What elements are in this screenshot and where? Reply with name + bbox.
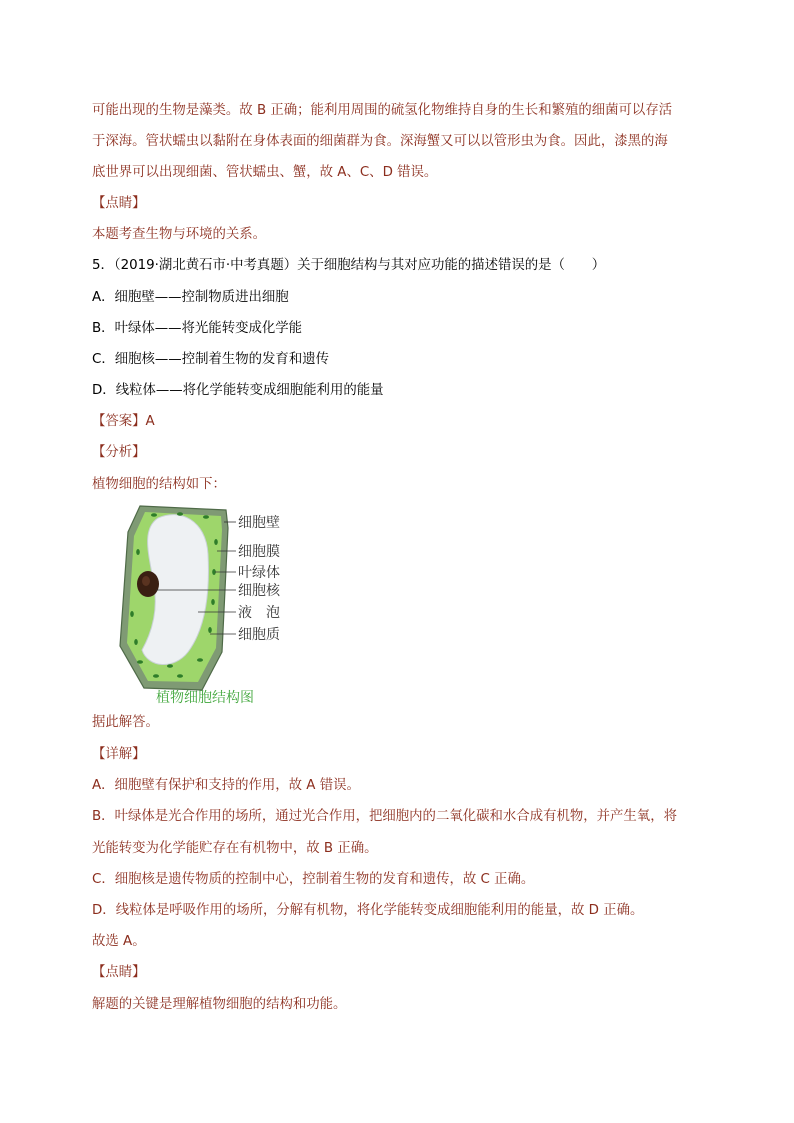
prev-answer-line-2: 于深海。管状蠕虫以黏附在身体表面的细菌群为食。深海蟹又可以以管形虫为食。因此，漆黑的海 [92,134,668,149]
label-nucleus: 细胞核 [238,583,280,599]
analysis-heading: 【分析】 [92,445,146,460]
point-text: 解题的关键是理解植物细胞的结构和功能。 [92,997,347,1012]
conclusion: 故选 A。 [92,934,146,949]
prev-answer-line-1: 可能出现的生物是藻类。故 B 正确；能利用周围的硫氢化物维持自身的生长和繁殖的细菌可以存活 [92,103,673,118]
detail-heading: 【详解】 [92,747,146,762]
option-c: C．细胞核——控制着生物的发育和遗传 [92,352,329,367]
detail-line-d: D．线粒体是呼吸作用的场所，分解有机物，将化学能转变成细胞能利用的能量，故 D 正确。 [92,903,644,918]
label-vacuole: 液 泡 [238,605,280,621]
option-d: D．线粒体——将化学能转变成细胞能利用的能量 [92,383,384,398]
label-cell-membrane: 细胞膜 [238,544,280,560]
point-heading: 【点睛】 [92,965,146,980]
prev-answer-line-3: 底世界可以出现细菌、管状蠕虫、蟹，故 A、C、D 错误。 [92,165,438,180]
detail-line-c: C．细胞核是遗传物质的控制中心，控制着生物的发育和遗传，故 C 正确。 [92,872,535,887]
detail-line-b2: 光能转变为化学能贮存在有机物中，故 B 正确。 [92,841,378,856]
prev-point-heading: 【点睛】 [92,196,146,211]
question-stem: 5．（2019·湖北黄石市·中考真题）关于细胞结构与其对应功能的描述错误的是（ ） [92,258,606,273]
plant-cell-diagram [118,502,294,707]
detail-line-a: A．细胞壁有保护和支持的作用，故 A 错误。 [92,778,360,793]
figure-caption: 植物细胞结构图 [156,690,254,706]
detail-line-b1: B．叶绿体是光合作用的场所，通过光合作用，把细胞内的二氧化碳和水合成有机物，并产生氧，将 [92,809,677,824]
option-b: B．叶绿体——将光能转变成化学能 [92,321,303,336]
answer: 【答案】A [92,414,155,429]
analysis-outro: 据此解答。 [92,715,159,730]
analysis-intro: 植物细胞的结构如下： [92,477,226,492]
prev-point-text: 本题考查生物与环境的关系。 [92,227,267,242]
label-chloroplast: 叶绿体 [238,565,280,581]
label-cell-wall: 细胞壁 [238,515,280,531]
label-cytoplasm: 细胞质 [238,627,280,643]
option-a: A．细胞壁——控制物质进出细胞 [92,290,289,305]
